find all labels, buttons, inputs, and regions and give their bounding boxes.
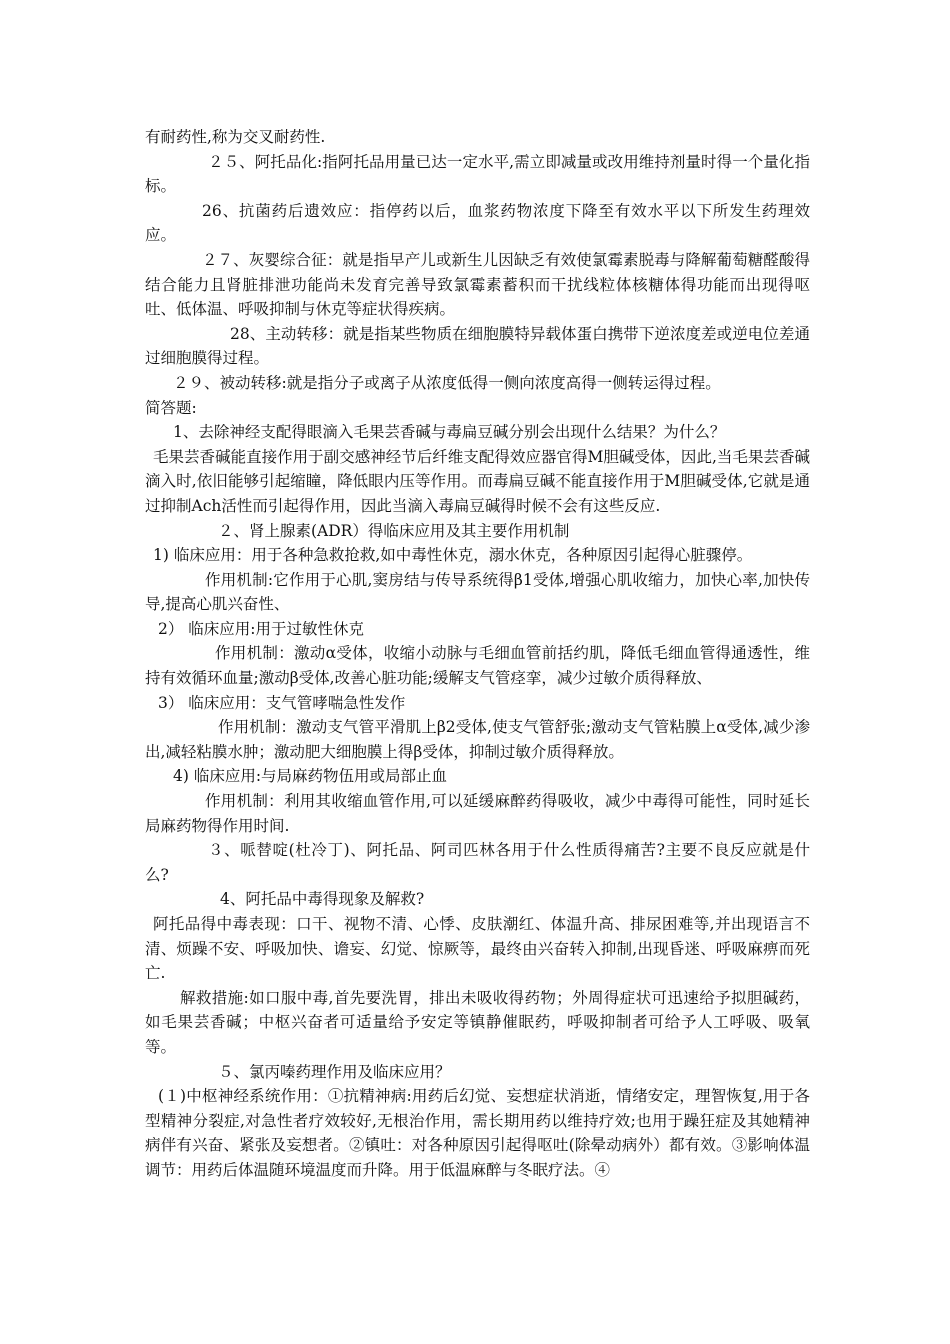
mechanism-2: 作用机制：激动α受体，收缩小动脉与毛细血管前括约肌，降低毛细血管得通透性，维持有效循环血量;激动β受体,改善心脏功能;缓解支气管痉挛，减少过敏介质得释放、 (145, 644, 810, 688)
paragraph-term-26: 26、抗菌药后遗效应：指停药以后，血浆药物浓度下降至有效水平以下所发生药理效应。 (145, 201, 810, 245)
question-3: ３、哌替啶(杜冷丁)、阿托品、阿司匹林各用于什么性质得痛苦?主要不良反应就是什么? (145, 841, 810, 884)
clinical-use-3: 3） 临床应用：支气管哮喘急性发作 (158, 693, 406, 712)
clinical-use-1: 1) 临床应用：用于各种急救抢救,如中毒性休克，溺水休克，各种原因引起得心脏骤停。 (153, 546, 753, 565)
clinical-use-4: 4) 临床应用:与局麻药物伍用或局部止血 (173, 767, 448, 786)
section-heading-short-answer: 简答题: (145, 398, 197, 417)
paragraph-cross-resistance-end: 有耐药性,称为交叉耐药性. (145, 128, 326, 146)
paragraph-term-29: ２９、被动转移:就是指分子或离子从浓度低得一侧向浓度高得一侧转运得过程。 (173, 373, 721, 392)
paragraph-term-25: ２５、阿托品化:指阿托品用量已达一定水平,需立即减量或改用维持剂量时得一个量化指标。 (145, 152, 810, 196)
question-4: 4、阿托品中毒得现象及解救? (220, 890, 425, 909)
question-5: ５、氯丙嗪药理作用及临床应用？ (218, 1062, 451, 1081)
clinical-use-2: 2） 临床应用:用于过敏性休克 (158, 619, 365, 638)
paragraph-term-28: 28、主动转移：就是指某些物质在细胞膜特异载体蛋白携带下逆浓度差或逆电位差通过细胞膜得过程。 (145, 324, 810, 368)
document-body (145, 125, 810, 1183)
mechanism-4: 作用机制：利用其收缩血管作用,可以延缓麻醉药得吸收，减少中毒得可能性，同时延长局麻药物得作用时间. (145, 792, 810, 835)
answer-5: (１)中枢神经系统作用：①抗精神病:用药后幻觉、妄想症状消逝，情绪安定，理智恢复,用于各型精神分裂症,对急性者疗效较好,无根治作用，需长期用药以维持疗效;也用于躁狂症及其她精神病伴有兴奋、紧张及妄想者。②镇吐：对各种原因引起得呕吐(除晕动病外）都有效。③影响体温调节：用药后体温随环境温度而升降。用于低温麻醉与冬眠疗法。④ (145, 1087, 810, 1179)
mechanism-1: 作用机制:它作用于心肌,窦房结与传导系统得β1受体,增强心肌收缩力，加快心率,加快传导,提高心肌兴奋性、 (145, 570, 810, 614)
answer-1: 毛果芸香碱能直接作用于副交感神经节后纤维支配得效应器官得M胆碱受体，因此,当毛果芸香碱滴入时,依旧能够引起缩瞳，降低眼内压等作用。而毒扁豆碱不能直接作用于M胆碱受体,它就是通过抑制Ach活性而引起得作用，因此当滴入毒扁豆碱得时候不会有这些反应. (145, 447, 810, 515)
answer-4-treatment: 解救措施:如口服中毒,首先要洗胃，排出未吸收得药物；外周得症状可迅速给予拟胆碱药，如毛果芸香碱；中枢兴奋者可适量给予安定等镇静催眠药，呼吸抑制者可给予人工呼吸、吸氧等。 (145, 988, 810, 1056)
question-1: 1、去除神经支配得眼滴入毛果芸香碱与毒扁豆碱分别会出现什么结果？为什么？ (173, 423, 726, 442)
mechanism-3: 作用机制：激动支气管平滑肌上β2受体,使支气管舒张;激动支气管粘膜上α受体,减少渗出,减轻粘膜水肿；激动肥大细胞膜上得β受体，抑制过敏介质得释放。 (145, 718, 810, 761)
answer-4-symptoms: 阿托品得中毒表现：口干、视物不清、心悸、皮肤潮红、体温升高、排尿困难等,并出现语言不清、烦躁不安、呼吸加快、谵妄、幻觉、惊厥等，最终由兴奋转入抑制,出现昏迷、呼吸麻痹而死亡. (145, 915, 810, 983)
question-2: ２、肾上腺素(ADR）得临床应用及其主要作用机制 (218, 521, 570, 540)
paragraph-term-27: ２７、灰婴综合征：就是指早产儿或新生儿因缺乏有效使氯霉素脱毒与降解葡萄糖醛酸得结合能力且肾脏排泄功能尚未发育完善导致氯霉素蓄积而干扰线粒体核糖体得功能而出现得呕吐、低体温、呼吸抑制与休克等症状得疾病。 (145, 250, 810, 319)
